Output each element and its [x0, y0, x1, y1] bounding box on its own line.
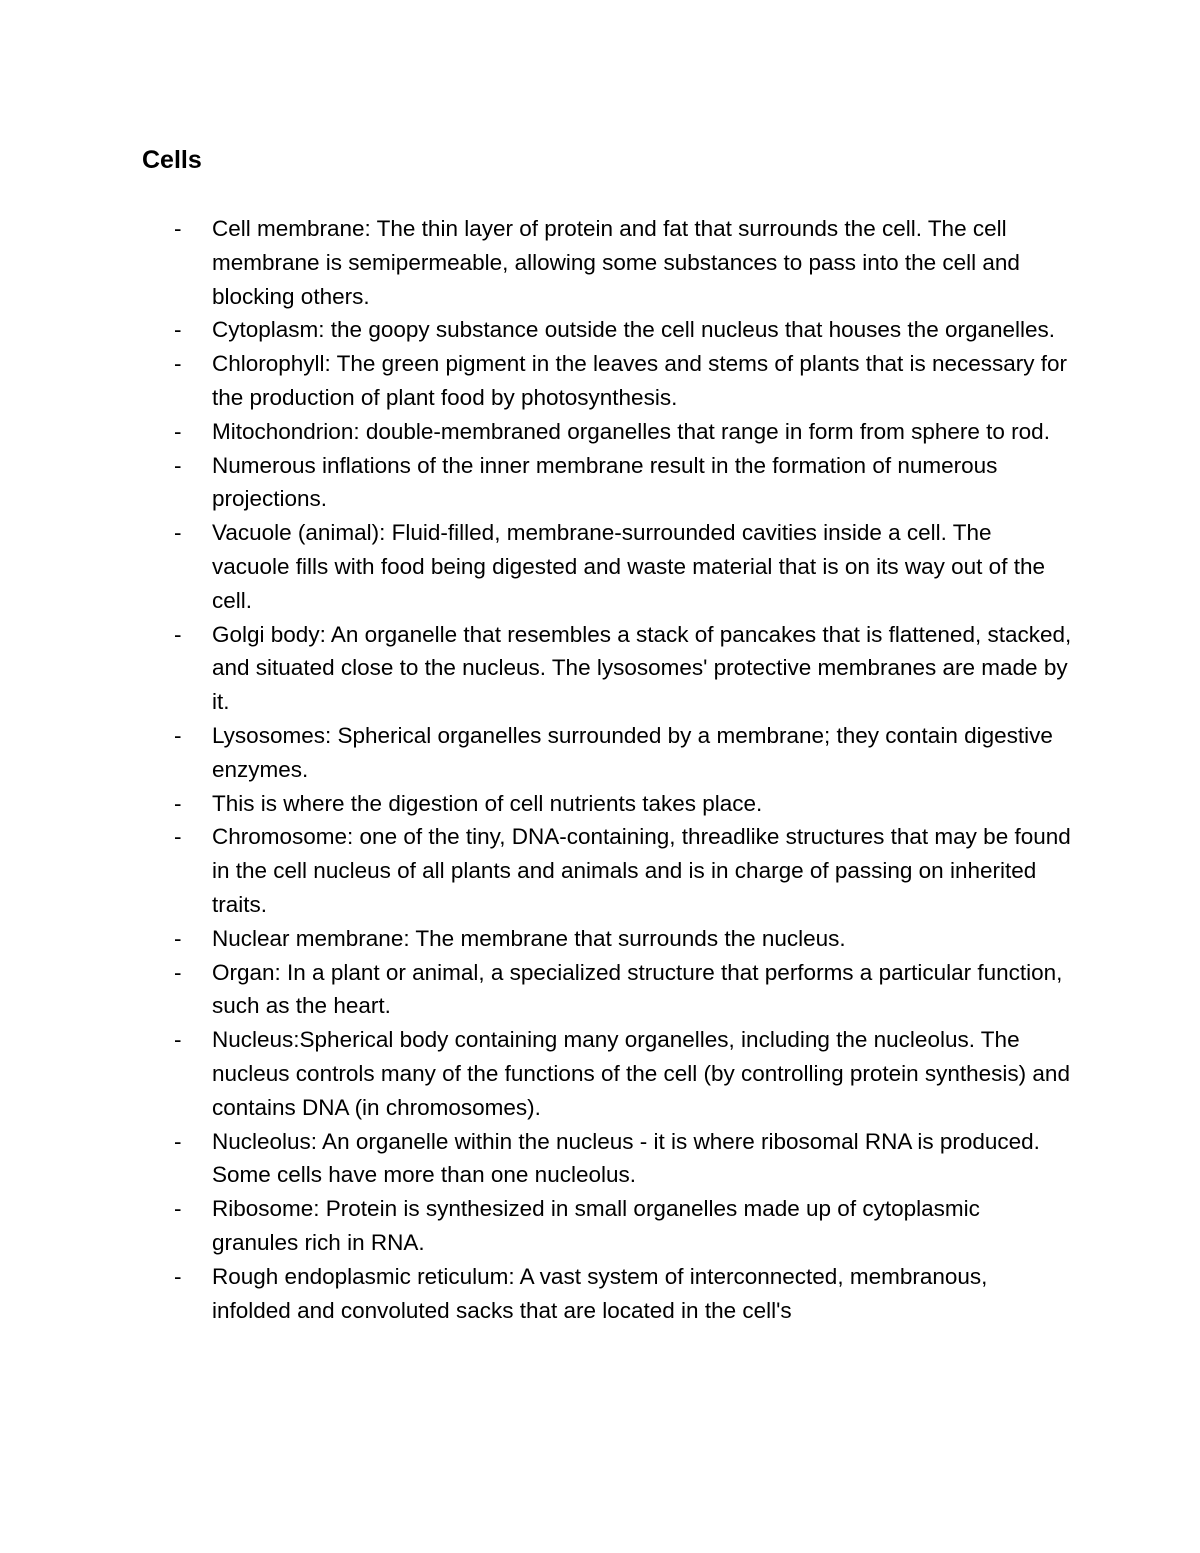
list-item — [0, 347, 1072, 415]
list-item — [0, 1192, 1072, 1260]
list-item-text: Nuclear membrane: The membrane that surrounds the nucleus. — [212, 925, 846, 951]
list-item-text: Ribosome: Protein is synthesized in small organelles made up of cytoplasmic granules rich in RNA. — [212, 1196, 980, 1255]
list-item — [0, 313, 1072, 347]
definition-list — [0, 212, 1200, 1327]
list-item — [0, 922, 1072, 956]
list-item-text: Chlorophyll: The green pigment in the leaves and stems of plants that is necessary for the production of plant food by photosynthesis. — [212, 351, 1068, 410]
list-item-text: Nucleolus: An organelle within the nucleus - it is where ribosomal RNA is produced. Some cells have more than one nucleolus. — [212, 1128, 1040, 1188]
list-bullet: - — [174, 722, 182, 748]
list-item — [0, 719, 1072, 787]
list-item-text: Vacuole (animal): Fluid-filled, membrane-surrounded cavities inside a cell. The vacuole fills with food being digested and waste material that is on its way out of the cell. — [212, 520, 1045, 613]
list-item-text: Organ: In a plant or animal, a specialized structure that performs a particular function, such as the heart. — [212, 959, 1063, 1019]
list-item-text: Cell membrane: The thin layer of protein and fat that surrounds the cell. The cell membrane is semipermeable, allowing some substances to pass into the cell and blocking others. — [212, 216, 1020, 309]
list-bullet: - — [174, 959, 182, 985]
list-bullet: - — [174, 317, 182, 343]
list-item — [0, 820, 1072, 921]
list-item-text: Golgi body: An organelle that resembles a stack of pancakes that is flattened, stacked, and situated close to the nucleus. The lysosomes' protective membranes are made by it. — [212, 621, 1072, 715]
list-item — [0, 1125, 1072, 1193]
list-item — [0, 1023, 1072, 1124]
list-item-text: Rough endoplasmic reticulum: A vast system of interconnected, membranous, infolded and convoluted sacks that are located in the cell's — [212, 1263, 988, 1323]
list-bullet: - — [174, 452, 182, 478]
list-bullet: - — [174, 824, 182, 850]
list-item-text: Numerous inflations of the inner membrane result in the formation of numerous projections. — [212, 452, 998, 512]
list-item — [0, 1260, 1072, 1328]
list-item-text: Cytoplasm: the goopy substance outside the cell nucleus that houses the organelles. — [212, 317, 1056, 343]
list-bullet: - — [174, 351, 182, 377]
list-bullet: - — [174, 1263, 182, 1289]
list-item-text: Chromosome: one of the tiny, DNA-containing, threadlike structures that may be found in the cell nucleus of all plants and animals and is in charge of passing on inherited traits. — [212, 824, 1071, 917]
list-bullet: - — [174, 216, 182, 241]
list-bullet: - — [174, 1027, 182, 1053]
list-bullet: - — [174, 790, 182, 816]
list-item-text: Nucleus:Spherical body containing many organelles, including the nucleolus. The nucleus controls many of the functions of the cell (by controlling protein synthesis) and contains DNA (in chromosomes). — [212, 1027, 1070, 1120]
list-item-text: Lysosomes: Spherical organelles surrounded by a membrane; they contain digestive enzymes. — [212, 722, 1053, 782]
list-item-text: Mitochondrion: double-membraned organelles that range in form from sphere to rod. — [212, 418, 1050, 444]
list-bullet: - — [174, 621, 182, 647]
list-bullet: - — [174, 1196, 182, 1222]
list-item — [0, 956, 1072, 1024]
list-bullet: - — [174, 925, 182, 951]
list-bullet: - — [174, 418, 182, 444]
list-item — [0, 618, 1072, 719]
list-item-text: This is where the digestion of cell nutrients takes place. — [212, 790, 763, 816]
list-item — [0, 212, 1072, 313]
list-bullet: - — [174, 520, 182, 546]
list-item — [0, 449, 1072, 517]
page-title: Cells — [142, 146, 202, 174]
list-item — [0, 415, 1072, 449]
list-bullet: - — [174, 1128, 182, 1154]
list-item — [0, 516, 1072, 617]
list-item — [0, 787, 1072, 821]
